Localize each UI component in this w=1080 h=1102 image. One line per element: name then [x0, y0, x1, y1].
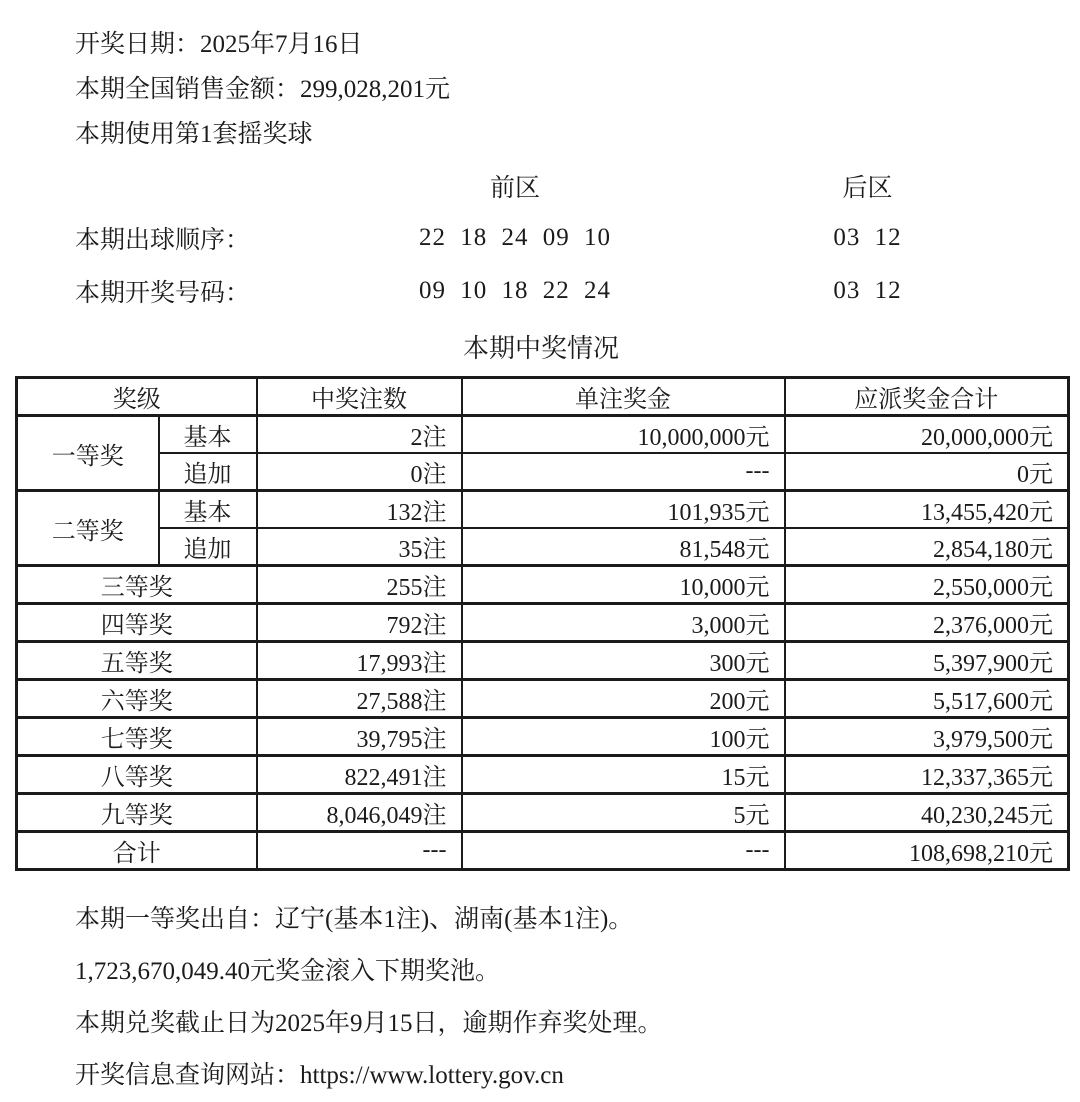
prize-level-cell: 合计	[17, 832, 257, 870]
prize-table-title: 本期中奖情况	[462, 334, 619, 363]
prize-table	[15, 376, 1070, 871]
single-prize-cell: 81,548元	[462, 528, 785, 566]
total-payout-cell: 0元	[785, 453, 1069, 491]
spacer	[650, 264, 760, 317]
total-payout-cell: 2,376,000元	[785, 604, 1069, 642]
winning-count-cell: 8,046,049注	[257, 794, 462, 832]
sales-amount-line: 本期全国销售金额：299,028,201元	[75, 76, 451, 103]
rollover-line: 1,723,670,049.40元奖金滚入下期奖池。	[75, 958, 501, 985]
table-row-eighth-prize	[17, 756, 1069, 794]
table-row-fifth-prize	[17, 642, 1069, 680]
table-row-first-prize-extra	[17, 453, 1069, 491]
winning-count-cell: 35注	[257, 528, 462, 566]
winning-count-cell: 39,795注	[257, 718, 462, 756]
total-payout-cell: 5,517,600元	[785, 680, 1069, 718]
winning-count-cell: ---	[257, 832, 462, 870]
total-payout-cell: 13,455,420元	[785, 491, 1069, 529]
total-payout-cell: 40,230,245元	[785, 794, 1069, 832]
single-prize-cell: 3,000元	[462, 604, 785, 642]
table-row-grand-total	[17, 832, 1069, 870]
spacer	[0, 211, 75, 264]
winning-count-cell: 255注	[257, 566, 462, 604]
table-row-third-prize	[17, 566, 1069, 604]
single-prize-cell: ---	[462, 453, 785, 491]
winning-front-numbers: 09 10 18 22 24	[419, 276, 611, 304]
table-row-seventh-prize	[17, 718, 1069, 756]
total-payout-cell: 108,698,210元	[785, 832, 1069, 870]
prize-level-cell: 七等奖	[17, 718, 257, 756]
winning-count-cell: 132注	[257, 491, 462, 529]
spacer	[0, 264, 75, 317]
prize-level-cell: 九等奖	[17, 794, 257, 832]
sub-type-cell: 基本	[159, 491, 257, 529]
first-prize-origin-line: 本期一等奖出自：辽宁(基本1注)、湖南(基本1注)。	[75, 906, 634, 933]
table-row-first-prize-basic	[17, 416, 1069, 454]
prize-level-cell: 二等奖	[17, 491, 159, 566]
single-prize-cell: 10,000元	[462, 566, 785, 604]
drawn-numbers-section	[0, 161, 1080, 317]
col-header-total-payout: 应派奖金合计	[785, 378, 1069, 416]
spacer	[75, 161, 380, 211]
prize-level-cell: 八等奖	[17, 756, 257, 794]
table-row-second-prize-extra	[17, 528, 1069, 566]
back-area-header: 后区	[842, 175, 893, 202]
winning-count-cell: 17,993注	[257, 642, 462, 680]
winning-back-numbers: 03 12	[833, 276, 902, 304]
winning-count-cell: 0注	[257, 453, 462, 491]
total-payout-cell: 20,000,000元	[785, 416, 1069, 454]
ball-order-back-numbers: 03 12	[833, 223, 902, 251]
spacer	[0, 161, 75, 211]
winning-count-cell: 27,588注	[257, 680, 462, 718]
table-header-row	[17, 378, 1069, 416]
single-prize-cell: 10,000,000元	[462, 416, 785, 454]
ball-order-front-numbers: 22 18 24 09 10	[419, 223, 611, 251]
winning-numbers-label: 本期开奖号码：	[75, 279, 251, 307]
total-payout-cell: 3,979,500元	[785, 718, 1069, 756]
front-area-header: 前区	[489, 175, 540, 202]
total-payout-cell: 2,550,000元	[785, 566, 1069, 604]
single-prize-cell: 300元	[462, 642, 785, 680]
single-prize-cell: 200元	[462, 680, 785, 718]
single-prize-cell: ---	[462, 832, 785, 870]
spacer	[650, 161, 760, 211]
winning-count-cell: 822,491注	[257, 756, 462, 794]
single-prize-cell: 101,935元	[462, 491, 785, 529]
prize-level-cell: 五等奖	[17, 642, 257, 680]
col-header-single-prize: 单注奖金	[462, 378, 785, 416]
col-header-prize-level: 奖级	[17, 378, 257, 416]
total-payout-cell: 12,337,365元	[785, 756, 1069, 794]
website-line: 开奖信息查询网站：https://www.lottery.gov.cn	[75, 1062, 564, 1089]
sub-type-cell: 追加	[159, 528, 257, 566]
winning-count-cell: 792注	[257, 604, 462, 642]
prize-level-cell: 四等奖	[17, 604, 257, 642]
single-prize-cell: 15元	[462, 756, 785, 794]
table-row-fourth-prize	[17, 604, 1069, 642]
draw-date-line: 开奖日期：2025年7月16日	[75, 31, 363, 58]
footer-notes	[0, 894, 1080, 1102]
single-prize-cell: 5元	[462, 794, 785, 832]
sub-type-cell: 追加	[159, 453, 257, 491]
total-payout-cell: 2,854,180元	[785, 528, 1069, 566]
prize-level-cell: 六等奖	[17, 680, 257, 718]
table-row-second-prize-basic	[17, 491, 1069, 529]
prize-level-cell: 三等奖	[17, 566, 257, 604]
spacer	[650, 211, 760, 264]
table-row-sixth-prize	[17, 680, 1069, 718]
claim-deadline-line: 本期兑奖截止日为2025年9月15日，逾期作弃奖处理。	[75, 1010, 663, 1037]
winning-count-cell: 2注	[257, 416, 462, 454]
table-row-ninth-prize	[17, 794, 1069, 832]
total-payout-cell: 5,397,900元	[785, 642, 1069, 680]
prize-level-cell: 一等奖	[17, 416, 159, 491]
col-header-winning-count: 中奖注数	[257, 378, 462, 416]
ball-order-label: 本期出球顺序：	[75, 226, 251, 254]
ball-set-line: 本期使用第1套摇奖球	[75, 121, 313, 148]
sub-type-cell: 基本	[159, 416, 257, 454]
single-prize-cell: 100元	[462, 718, 785, 756]
